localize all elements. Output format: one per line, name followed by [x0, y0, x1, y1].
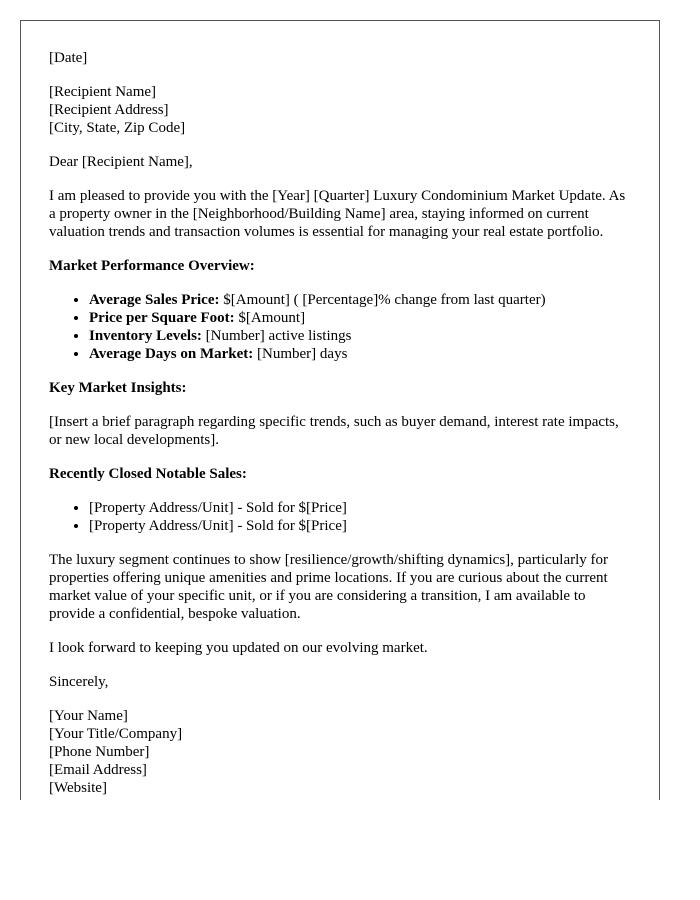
insights-heading: Key Market Insights:: [49, 380, 187, 396]
recipient-city-state-zip: [City, State, Zip Code]: [49, 120, 186, 136]
market-performance-list: [49, 291, 631, 363]
signature-phone: [Phone Number]: [49, 744, 150, 760]
metric-value: [Number] days: [253, 346, 348, 362]
list-item: [89, 291, 631, 309]
closing-line: I look forward to keeping you updated on our evolving market.: [49, 640, 428, 656]
list-item: [89, 309, 631, 327]
market-performance-heading: Market Performance Overview:: [49, 258, 255, 274]
signature-title-company: [Your Title/Company]: [49, 726, 183, 742]
metric-value: $[Amount]: [234, 310, 306, 326]
metric-value: $[Amount] ( [Percentage]% change from last quarter): [219, 292, 546, 308]
insights-paragraph: [Insert a brief paragraph regarding specific trends, such as buyer demand, interest rate impacts, or new local developments].: [49, 414, 619, 448]
letter-date: [Date]: [49, 50, 88, 66]
notable-sales-list: [49, 499, 631, 535]
list-item: • [Property Address/Unit] - Sold for $[Price]: [89, 499, 631, 517]
signature-email: [Email Address]: [49, 762, 147, 778]
recipient-name: [Recipient Name]: [49, 84, 157, 100]
metric-label: Price per Square Foot:: [89, 310, 235, 326]
list-item: [89, 327, 631, 345]
recipient-block: [49, 83, 631, 137]
intro-paragraph: I am pleased to provide you with the [Year] [Quarter] Luxury Condominium Market Update. As a property owner in the [Neighborhood/Building Name] area, staying informed on current valuation trends and transaction volumes is essential for managing your real estate portfolio.: [49, 188, 626, 240]
sign-off: Sincerely,: [49, 674, 109, 690]
letter-page: [20, 20, 660, 800]
signature-name: [Your Name]: [49, 708, 128, 724]
notable-sales-heading: Recently Closed Notable Sales:: [49, 466, 247, 482]
metric-label: Average Sales Price:: [89, 292, 220, 308]
metric-label: Average Days on Market:: [89, 346, 254, 362]
outlook-paragraph: The luxury segment continues to show [resilience/growth/shifting dynamics], particularly for properties offering unique amenities and prime locations. If you are curious about the current market value of your specific unit, or if you are considering a transition, I am available to provide a confidential, bespoke valuation.: [49, 552, 609, 622]
recipient-address: [Recipient Address]: [49, 102, 169, 118]
signature-block: [49, 707, 631, 797]
metric-value: [Number] active listings: [201, 328, 352, 344]
salutation: Dear [Recipient Name],: [49, 154, 193, 170]
list-item: • [Property Address/Unit] - Sold for $[Price]: [89, 517, 631, 535]
metric-label: Inventory Levels:: [89, 328, 202, 344]
signature-website: [Website]: [49, 780, 107, 796]
list-item: [89, 345, 631, 363]
